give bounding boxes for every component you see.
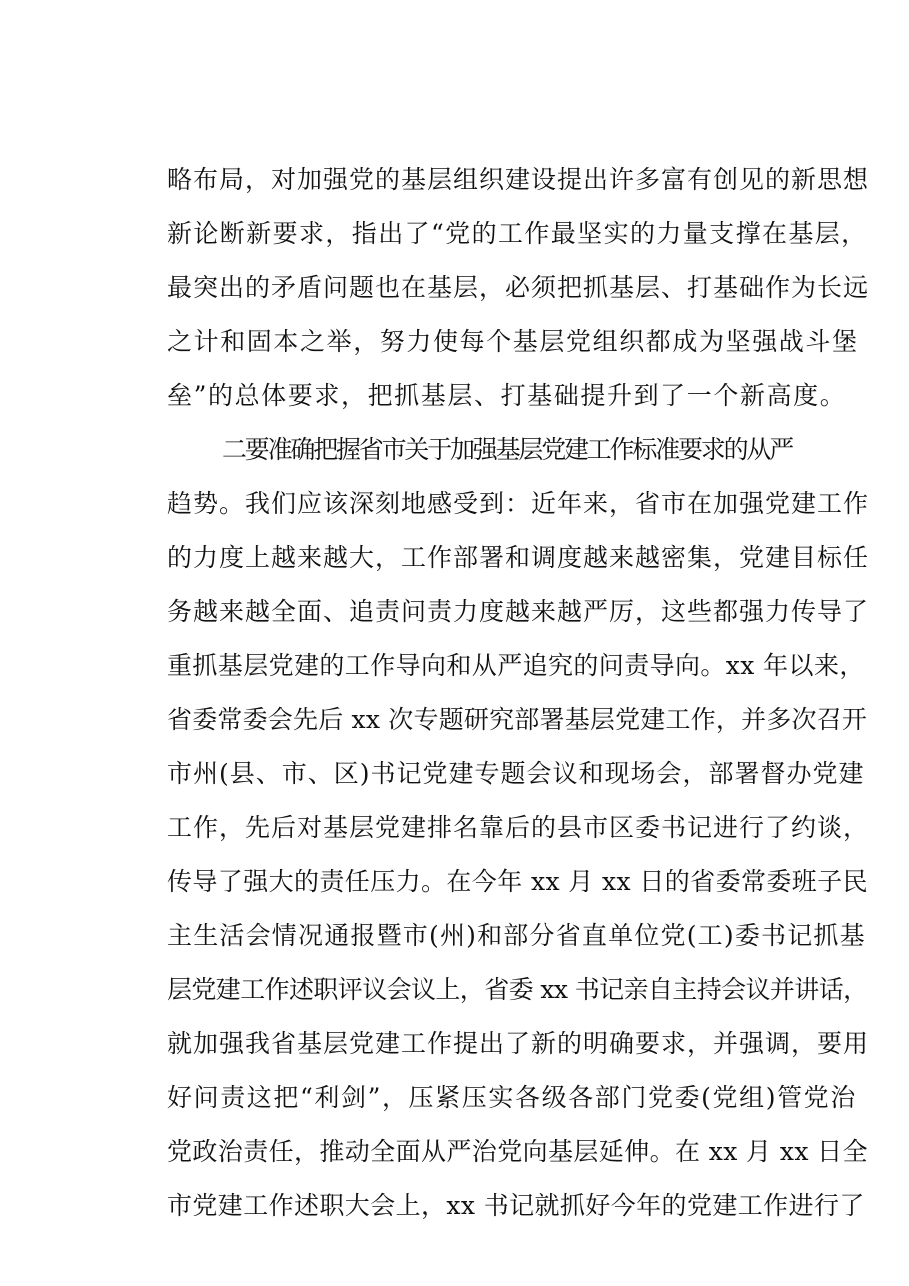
text-line: 二要准确把握省市关于加强基层党建工作标准要求的从严	[222, 435, 793, 464]
text-line: 务越来越全面、追责问责力度越来越严厉，这些都强力传导了	[167, 597, 870, 626]
text-line: 趋势。我们应该深刻地感受到：近年来，省市在加强党建工作	[167, 489, 870, 518]
text-line: 的力度上越来越大，工作部署和调度越来越密集，党建目标任	[167, 543, 870, 572]
text-line: 最突出的矛盾问题也在基层，必须把抓基层、打基础作为长远	[167, 273, 870, 302]
text-line: 好问责这把“利剑”，压紧压实各级各部门党委(党组)管党治	[167, 1083, 857, 1112]
text-line: 传导了强大的责任压力。在今年 xx 月 xx 日的省委常委班子民	[167, 867, 868, 896]
text-line: 市州(县、市、区)书记党建专题会议和现场会，部署督办党建	[167, 759, 865, 788]
text-line: 重抓基层党建的工作导向和从严追究的问责导向。xx 年以来，	[167, 651, 865, 680]
text-line: 工作，先后对基层党建排名靠后的县市区委书记进行了约谈，	[167, 813, 870, 842]
text-line: 党政治责任，推动全面从严治党向基层延伸。在 xx 月 xx 日全	[167, 1137, 868, 1166]
text-line: 市党建工作述职大会上，xx 书记就抓好今年的党建工作进行了	[167, 1191, 865, 1220]
text-line: 省委常委会先后 xx 次专题研究部署基层党建工作，并多次召开	[167, 705, 868, 734]
text-line: 就加强我省基层党建工作提出了新的明确要求，并强调，要用	[167, 1029, 870, 1058]
text-line: 新论断新要求，指出了“党的工作最坚实的力量支撑在基层，	[167, 219, 868, 248]
text-line: 垒”的总体要求，把抓基层、打基础提升到了一个新高度。	[167, 381, 847, 410]
text-line: 之计和固本之举，努力使每个基层党组织都成为坚强战斗堡	[167, 327, 859, 356]
text-line: 略布局，对加强党的基层组织建设提出许多富有创见的新思想	[167, 165, 870, 194]
text-line: 层党建工作述职评议会议上，省委 xx 书记亲自主持会议并讲话，	[167, 975, 868, 1004]
text-line: 主生活会情况通报暨市(州)和部分省直单位党(工)委书记抓基	[167, 921, 866, 950]
